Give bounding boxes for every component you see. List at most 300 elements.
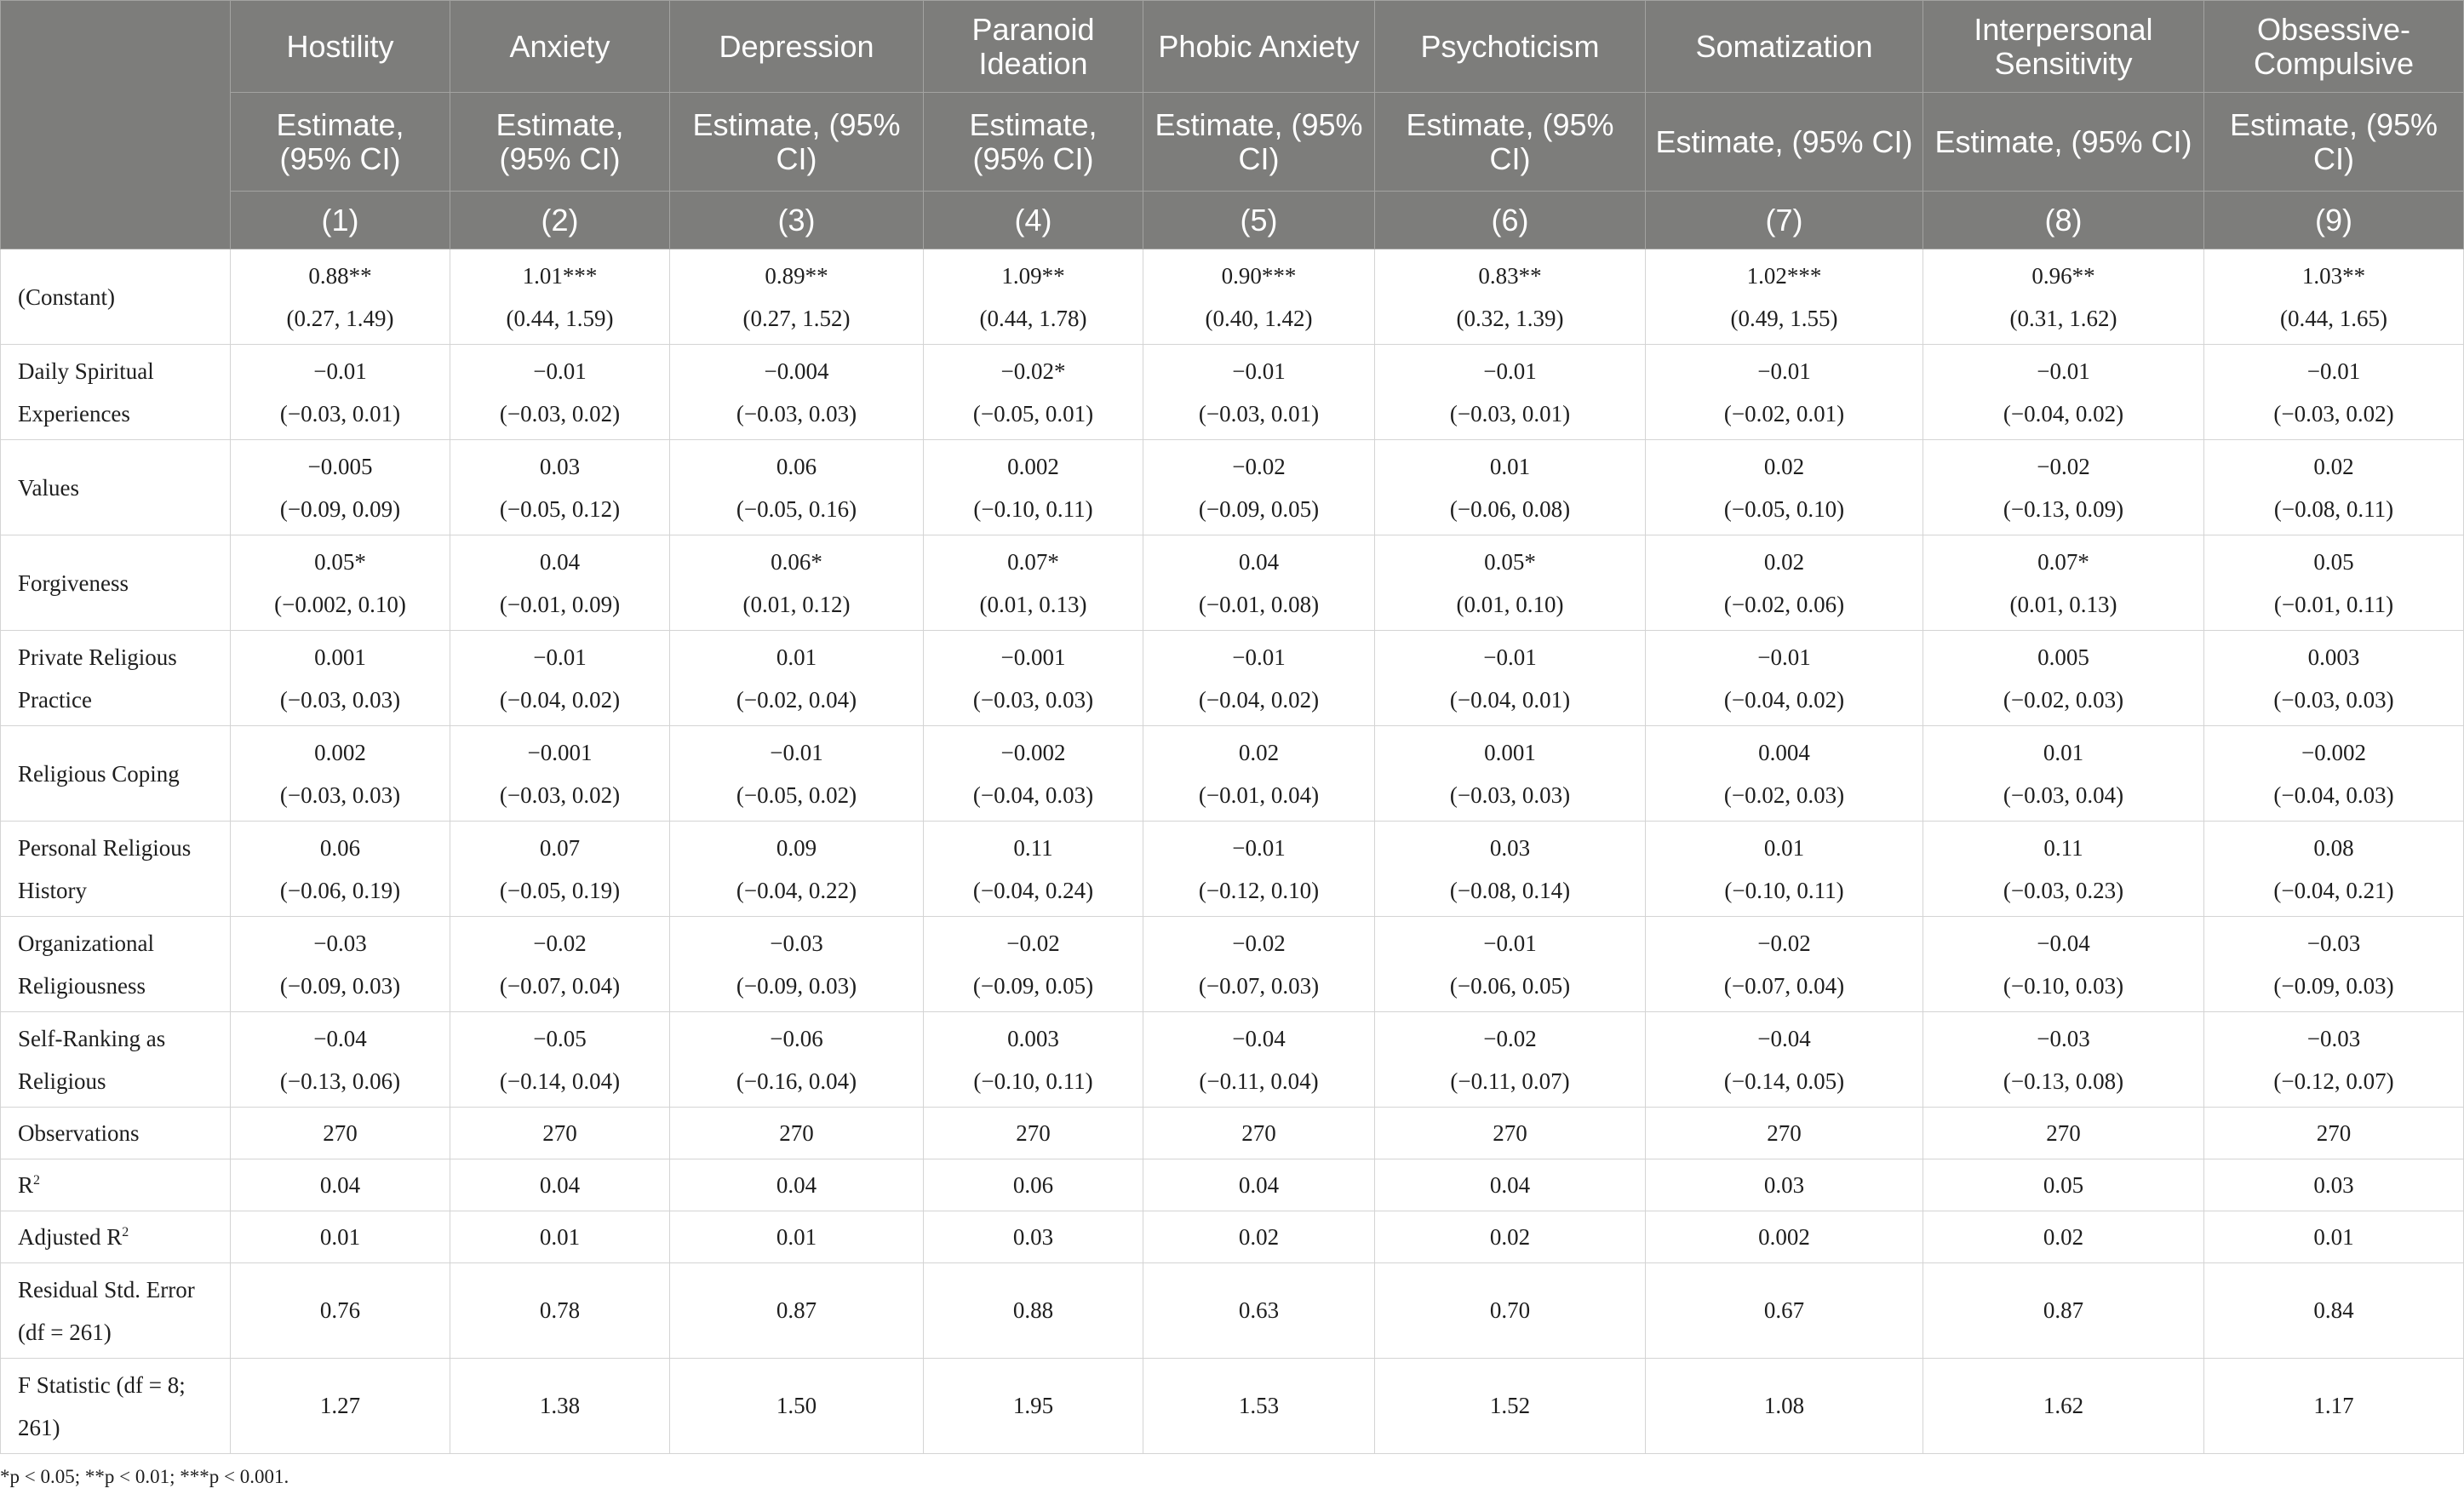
column-header-name: Obsessive-Compulsive <box>2204 1 2464 93</box>
estimate-value: 0.09 <box>776 834 817 861</box>
confidence-interval: (0.01, 0.10) <box>1456 591 1564 617</box>
confidence-interval: (−0.04, 0.02) <box>2003 400 2124 427</box>
stat-label-text: Observations <box>18 1120 140 1146</box>
table-row <box>1 249 2464 345</box>
confidence-interval: (−0.04, 0.02) <box>1723 686 1845 713</box>
estimate-cell <box>1375 535 1646 631</box>
confidence-interval: (−0.04, 0.24) <box>972 877 1094 903</box>
stat-value: 0.87 <box>670 1263 924 1359</box>
estimate-value: 0.001 <box>1484 739 1536 765</box>
estimate-value: 0.07* <box>1007 548 1059 575</box>
stat-label-text: Adjusted R <box>18 1224 123 1250</box>
estimate-cell <box>1143 631 1375 726</box>
confidence-interval: (−0.16, 0.04) <box>736 1068 857 1094</box>
estimate-cell <box>1646 822 1923 917</box>
confidence-interval: (−0.09, 0.05) <box>1198 495 1320 522</box>
header-corner <box>1 1 231 249</box>
estimate-cell <box>924 726 1143 822</box>
estimate-value: 0.03 <box>539 453 581 479</box>
estimate-cell <box>231 631 450 726</box>
estimate-value: −0.01 <box>533 644 587 670</box>
column-header-name: Psychoticism <box>1375 1 1646 93</box>
column-header-estimate: Estimate, (95% CI) <box>450 93 670 192</box>
estimate-value: −0.01 <box>1232 644 1286 670</box>
stat-value: 0.04 <box>1143 1159 1375 1211</box>
estimate-value: 0.06 <box>776 453 817 479</box>
estimate-cell <box>231 440 450 535</box>
stat-value: 0.01 <box>670 1211 924 1263</box>
stat-value: 0.03 <box>1646 1159 1923 1211</box>
estimate-value: 0.003 <box>1007 1025 1059 1051</box>
header-row-estimate <box>1 93 2464 192</box>
estimate-value: 0.004 <box>1758 739 1810 765</box>
stat-value: 0.67 <box>1646 1263 1923 1359</box>
column-header-number: (7) <box>1646 192 1923 249</box>
confidence-interval: (−0.10, 0.11) <box>973 1068 1093 1094</box>
estimate-value: −0.005 <box>307 453 373 479</box>
stat-value: 0.01 <box>450 1211 670 1263</box>
confidence-interval: (−0.13, 0.09) <box>2003 495 2124 522</box>
column-header-name: Somatization <box>1646 1 1923 93</box>
estimate-value: 0.07 <box>539 834 581 861</box>
confidence-interval: (0.49, 1.55) <box>1730 305 1838 331</box>
column-header-number: (9) <box>2204 192 2464 249</box>
estimate-value: −0.04 <box>1757 1025 1811 1051</box>
estimate-cell <box>670 631 924 726</box>
estimate-cell <box>1923 345 2204 440</box>
estimate-cell <box>1375 631 1646 726</box>
stat-value: 0.02 <box>1143 1211 1375 1263</box>
estimate-cell <box>1923 535 2204 631</box>
estimate-value: −0.02 <box>1232 453 1286 479</box>
estimate-value: −0.01 <box>1483 930 1537 956</box>
estimate-cell <box>670 1012 924 1108</box>
estimate-cell <box>1923 440 2204 535</box>
column-header-estimate: Estimate, (95% CI) <box>231 93 450 192</box>
header-row-variables <box>1 1 2464 93</box>
estimate-cell <box>1375 917 1646 1012</box>
estimate-value: −0.03 <box>2037 1025 2090 1051</box>
estimate-value: −0.02 <box>1757 930 1811 956</box>
estimate-value: 0.07* <box>2037 548 2089 575</box>
confidence-interval: (−0.05, 0.02) <box>736 781 857 808</box>
confidence-interval: (−0.03, 0.03) <box>2273 686 2394 713</box>
estimate-value: −0.03 <box>313 930 367 956</box>
estimate-value: 1.09** <box>1001 262 1065 289</box>
confidence-interval: (−0.09, 0.03) <box>2273 972 2394 999</box>
estimate-value: −0.01 <box>2306 358 2361 384</box>
stat-value: 0.04 <box>670 1159 924 1211</box>
estimate-value: −0.04 <box>2037 930 2090 956</box>
stat-label <box>1 1211 231 1263</box>
stat-value: 0.01 <box>2204 1211 2464 1263</box>
confidence-interval: (−0.05, 0.19) <box>499 877 621 903</box>
estimate-cell <box>1143 822 1375 917</box>
confidence-interval: (−0.02, 0.04) <box>736 686 857 713</box>
estimate-cell <box>450 249 670 345</box>
stat-value: 1.62 <box>1923 1359 2204 1454</box>
confidence-interval: (0.27, 1.52) <box>742 305 851 331</box>
estimate-value: −0.01 <box>2037 358 2090 384</box>
table-footnote: *p < 0.05; **p < 0.01; ***p < 0.001. <box>0 1466 289 1487</box>
confidence-interval: (−0.04, 0.01) <box>1449 686 1571 713</box>
stat-value: 0.002 <box>1646 1211 1923 1263</box>
estimate-cell <box>2204 631 2464 726</box>
estimate-value: 0.96** <box>2031 262 2095 289</box>
estimate-cell <box>2204 535 2464 631</box>
estimate-value: −0.001 <box>1000 644 1066 670</box>
stat-value: 1.38 <box>450 1359 670 1454</box>
confidence-interval: (−0.03, 0.01) <box>1198 400 1320 427</box>
estimate-cell <box>670 822 924 917</box>
stat-value: 0.87 <box>1923 1263 2204 1359</box>
estimate-value: 0.04 <box>1238 548 1280 575</box>
estimate-cell <box>1375 822 1646 917</box>
estimate-cell <box>450 726 670 822</box>
confidence-interval: (−0.08, 0.14) <box>1449 877 1571 903</box>
column-header-name: Depression <box>670 1 924 93</box>
estimate-cell <box>450 917 670 1012</box>
stat-value: 1.17 <box>2204 1359 2464 1454</box>
confidence-interval: (−0.09, 0.03) <box>279 972 401 999</box>
confidence-interval: (−0.01, 0.04) <box>1198 781 1320 808</box>
estimate-value: −0.04 <box>1232 1025 1286 1051</box>
estimate-cell <box>924 822 1143 917</box>
confidence-interval: (−0.03, 0.01) <box>1449 400 1571 427</box>
estimate-value: −0.03 <box>770 930 823 956</box>
stat-row <box>1 1211 2464 1263</box>
confidence-interval: (−0.05, 0.16) <box>736 495 857 522</box>
estimate-cell <box>1143 535 1375 631</box>
estimate-value: 0.83** <box>1478 262 1542 289</box>
confidence-interval: (−0.03, 0.03) <box>279 686 401 713</box>
estimate-value: −0.02 <box>533 930 587 956</box>
column-header-number: (2) <box>450 192 670 249</box>
estimate-cell <box>1646 535 1923 631</box>
stat-value: 0.78 <box>450 1263 670 1359</box>
confidence-interval: (0.40, 1.42) <box>1205 305 1313 331</box>
stat-value: 270 <box>670 1108 924 1159</box>
estimate-cell <box>1646 249 1923 345</box>
estimate-value: −0.01 <box>770 739 823 765</box>
confidence-interval: (0.44, 1.65) <box>2280 305 2387 331</box>
estimate-cell <box>670 726 924 822</box>
estimate-cell <box>231 917 450 1012</box>
row-label: Forgiveness <box>1 535 231 631</box>
estimate-value: −0.002 <box>1000 739 1066 765</box>
estimate-value: 0.002 <box>1007 453 1059 479</box>
estimate-cell <box>231 1012 450 1108</box>
estimate-value: 0.02 <box>1238 739 1280 765</box>
estimate-cell <box>2204 1012 2464 1108</box>
stat-value: 0.84 <box>2204 1263 2464 1359</box>
stat-value: 1.95 <box>924 1359 1143 1454</box>
column-header-name: Phobic Anxiety <box>1143 1 1375 93</box>
stat-value: 270 <box>231 1108 450 1159</box>
estimate-cell <box>450 345 670 440</box>
column-header-number: (4) <box>924 192 1143 249</box>
estimate-cell <box>450 822 670 917</box>
confidence-interval: (−0.04, 0.02) <box>499 686 621 713</box>
column-header-number: (1) <box>231 192 450 249</box>
table-row <box>1 535 2464 631</box>
confidence-interval: (−0.08, 0.11) <box>2273 495 2394 522</box>
estimate-value: 0.05* <box>1484 548 1536 575</box>
row-label: Self-Ranking as Religious <box>1 1012 231 1108</box>
column-header-estimate: Estimate, (95% CI) <box>1923 93 2204 192</box>
estimate-cell <box>1143 917 1375 1012</box>
estimate-value: 0.02 <box>1763 548 1805 575</box>
table-body <box>1 249 2464 1454</box>
estimate-cell <box>924 535 1143 631</box>
confidence-interval: (0.01, 0.12) <box>742 591 851 617</box>
table-row <box>1 345 2464 440</box>
stat-label <box>1 1263 231 1359</box>
stat-value: 270 <box>1923 1108 2204 1159</box>
confidence-interval: (−0.14, 0.05) <box>1723 1068 1845 1094</box>
estimate-cell <box>670 345 924 440</box>
confidence-interval: (0.31, 1.62) <box>2009 305 2117 331</box>
confidence-interval: (0.44, 1.59) <box>506 305 614 331</box>
stat-value: 1.52 <box>1375 1359 1646 1454</box>
estimate-cell <box>670 440 924 535</box>
stat-value: 270 <box>1375 1108 1646 1159</box>
estimate-value: 0.002 <box>314 739 366 765</box>
estimate-cell <box>1646 440 1923 535</box>
confidence-interval: (−0.12, 0.07) <box>2273 1068 2394 1094</box>
column-header-number: (6) <box>1375 192 1646 249</box>
column-header-name: Hostility <box>231 1 450 93</box>
confidence-interval: (−0.02, 0.01) <box>1723 400 1845 427</box>
stat-value: 0.01 <box>231 1211 450 1263</box>
estimate-value: −0.01 <box>533 358 587 384</box>
row-label: Values <box>1 440 231 535</box>
confidence-interval: (−0.01, 0.09) <box>499 591 621 617</box>
stat-value: 270 <box>450 1108 670 1159</box>
confidence-interval: (−0.03, 0.03) <box>1449 781 1571 808</box>
estimate-value: 0.001 <box>314 644 366 670</box>
estimate-value: −0.06 <box>770 1025 823 1051</box>
estimate-value: −0.01 <box>1757 644 1811 670</box>
confidence-interval: (−0.14, 0.04) <box>499 1068 621 1094</box>
estimate-value: 0.05* <box>314 548 366 575</box>
stat-value: 0.02 <box>1923 1211 2204 1263</box>
confidence-interval: (−0.06, 0.19) <box>279 877 401 903</box>
estimate-value: 1.03** <box>2301 262 2366 289</box>
estimate-value: −0.02* <box>1000 358 1066 384</box>
column-header-number: (3) <box>670 192 924 249</box>
table-row <box>1 631 2464 726</box>
header-row-model-number <box>1 192 2464 249</box>
confidence-interval: (−0.11, 0.07) <box>1450 1068 1570 1094</box>
stat-row <box>1 1263 2464 1359</box>
confidence-interval: (−0.13, 0.06) <box>279 1068 401 1094</box>
confidence-interval: (−0.03, 0.02) <box>2273 400 2394 427</box>
estimate-cell <box>450 535 670 631</box>
row-label: Organizational Religiousness <box>1 917 231 1012</box>
stat-value: 270 <box>1646 1108 1923 1159</box>
stat-value: 0.70 <box>1375 1263 1646 1359</box>
confidence-interval: (−0.04, 0.21) <box>2273 877 2394 903</box>
estimate-cell <box>924 1012 1143 1108</box>
confidence-interval: (−0.12, 0.10) <box>1198 877 1320 903</box>
column-header-number: (5) <box>1143 192 1375 249</box>
estimate-cell <box>1143 440 1375 535</box>
confidence-interval: (−0.10, 0.11) <box>1724 877 1844 903</box>
confidence-interval: (−0.03, 0.02) <box>499 781 621 808</box>
confidence-interval: (−0.07, 0.04) <box>499 972 621 999</box>
estimate-cell <box>231 535 450 631</box>
estimate-cell <box>924 917 1143 1012</box>
confidence-interval: (−0.04, 0.03) <box>2273 781 2394 808</box>
confidence-interval: (−0.09, 0.03) <box>736 972 857 999</box>
confidence-interval: (−0.05, 0.10) <box>1723 495 1845 522</box>
stat-value: 0.06 <box>924 1159 1143 1211</box>
column-header-name: Interpersonal Sensitivity <box>1923 1 2204 93</box>
stat-row <box>1 1108 2464 1159</box>
estimate-value: −0.01 <box>1232 358 1286 384</box>
stat-value: 270 <box>924 1108 1143 1159</box>
estimate-cell <box>2204 822 2464 917</box>
estimate-value: −0.02 <box>1006 930 1060 956</box>
stat-value: 0.04 <box>450 1159 670 1211</box>
confidence-interval: (−0.03, 0.23) <box>2003 877 2124 903</box>
estimate-value: 0.11 <box>1013 834 1053 861</box>
estimate-value: 0.01 <box>776 644 817 670</box>
estimate-cell <box>1923 631 2204 726</box>
estimate-value: 0.88** <box>308 262 372 289</box>
estimate-cell <box>1923 917 2204 1012</box>
estimate-cell <box>231 345 450 440</box>
estimate-value: −0.03 <box>2306 1025 2361 1051</box>
stat-value: 0.04 <box>231 1159 450 1211</box>
stat-value: 0.03 <box>2204 1159 2464 1211</box>
stat-value: 0.05 <box>1923 1159 2204 1211</box>
stat-value: 0.88 <box>924 1263 1143 1359</box>
estimate-cell <box>1923 1012 2204 1108</box>
stat-value: 0.03 <box>924 1211 1143 1263</box>
stat-label-text: F Statistic (df = 8; 261) <box>18 1371 186 1440</box>
table-row <box>1 917 2464 1012</box>
stat-label <box>1 1159 231 1211</box>
estimate-cell <box>2204 917 2464 1012</box>
estimate-cell <box>1375 1012 1646 1108</box>
estimate-cell <box>1646 631 1923 726</box>
estimate-value: 0.01 <box>1763 834 1805 861</box>
estimate-value: 0.06* <box>771 548 822 575</box>
estimate-cell <box>924 440 1143 535</box>
confidence-interval: (−0.04, 0.03) <box>972 781 1094 808</box>
estimate-cell <box>1143 345 1375 440</box>
confidence-interval: (−0.07, 0.03) <box>1198 972 1320 999</box>
estimate-cell <box>1646 345 1923 440</box>
stat-label <box>1 1108 231 1159</box>
estimate-cell <box>1646 726 1923 822</box>
stat-value: 0.63 <box>1143 1263 1375 1359</box>
estimate-cell <box>1143 249 1375 345</box>
stat-label-text: R <box>18 1172 34 1198</box>
confidence-interval: (−0.02, 0.03) <box>2003 686 2124 713</box>
confidence-interval: (−0.02, 0.06) <box>1723 591 1845 617</box>
estimate-cell <box>670 535 924 631</box>
estimate-value: 0.01 <box>2043 739 2084 765</box>
stat-value: 270 <box>2204 1108 2464 1159</box>
confidence-interval: (−0.09, 0.09) <box>279 495 401 522</box>
row-label: (Constant) <box>1 249 231 345</box>
estimate-cell <box>2204 249 2464 345</box>
confidence-interval: (−0.03, 0.03) <box>736 400 857 427</box>
stat-value: 1.53 <box>1143 1359 1375 1454</box>
stat-value: 1.08 <box>1646 1359 1923 1454</box>
estimate-cell <box>1646 917 1923 1012</box>
estimate-value: 0.06 <box>319 834 361 861</box>
confidence-interval: (−0.03, 0.03) <box>279 781 401 808</box>
estimate-cell <box>924 631 1143 726</box>
estimate-value: −0.03 <box>2306 930 2361 956</box>
column-header-estimate: Estimate, (95% CI) <box>924 93 1143 192</box>
confidence-interval: (−0.13, 0.08) <box>2003 1068 2124 1094</box>
confidence-interval: (−0.03, 0.03) <box>972 686 1094 713</box>
stat-value: 0.76 <box>231 1263 450 1359</box>
estimate-value: −0.02 <box>2037 453 2090 479</box>
estimate-value: 0.90*** <box>1221 262 1297 289</box>
stat-value: 1.27 <box>231 1359 450 1454</box>
estimate-value: −0.01 <box>1757 358 1811 384</box>
estimate-value: −0.004 <box>764 358 829 384</box>
confidence-interval: (−0.10, 0.11) <box>973 495 1093 522</box>
estimate-cell <box>231 726 450 822</box>
estimate-cell <box>1375 440 1646 535</box>
estimate-value: 0.005 <box>2037 644 2089 670</box>
estimate-value: 0.05 <box>2313 548 2354 575</box>
estimate-cell <box>2204 726 2464 822</box>
confidence-interval: (0.01, 0.13) <box>979 591 1087 617</box>
estimate-value: 0.89** <box>765 262 828 289</box>
stat-row <box>1 1159 2464 1211</box>
confidence-interval: (−0.04, 0.22) <box>736 877 857 903</box>
estimate-cell <box>1375 249 1646 345</box>
stat-label <box>1 1359 231 1454</box>
estimate-cell <box>1646 1012 1923 1108</box>
estimate-cell <box>1923 726 2204 822</box>
estimate-cell <box>450 440 670 535</box>
estimate-cell <box>450 631 670 726</box>
column-header-estimate: Estimate, (95% CI) <box>1375 93 1646 192</box>
confidence-interval: (0.01, 0.13) <box>2009 591 2117 617</box>
estimate-value: 1.02*** <box>1746 262 1822 289</box>
confidence-interval: (−0.02, 0.03) <box>1723 781 1845 808</box>
estimate-value: 0.02 <box>2313 453 2354 479</box>
estimate-cell <box>1143 726 1375 822</box>
estimate-value: −0.001 <box>527 739 593 765</box>
confidence-interval: (0.27, 1.49) <box>286 305 394 331</box>
confidence-interval: (−0.05, 0.12) <box>499 495 621 522</box>
table-row <box>1 440 2464 535</box>
estimate-cell <box>670 249 924 345</box>
estimate-value: 0.11 <box>2043 834 2083 861</box>
confidence-interval: (−0.03, 0.04) <box>2003 781 2124 808</box>
column-header-estimate: Estimate, (95% CI) <box>2204 93 2464 192</box>
confidence-interval: (−0.05, 0.01) <box>972 400 1094 427</box>
estimate-value: 0.04 <box>539 548 581 575</box>
confidence-interval: (−0.07, 0.04) <box>1723 972 1845 999</box>
confidence-interval: (−0.03, 0.02) <box>499 400 621 427</box>
stat-row <box>1 1359 2464 1454</box>
confidence-interval: (0.32, 1.39) <box>1456 305 1564 331</box>
estimate-cell <box>231 822 450 917</box>
estimate-value: −0.01 <box>1483 644 1537 670</box>
estimate-cell <box>1923 249 2204 345</box>
